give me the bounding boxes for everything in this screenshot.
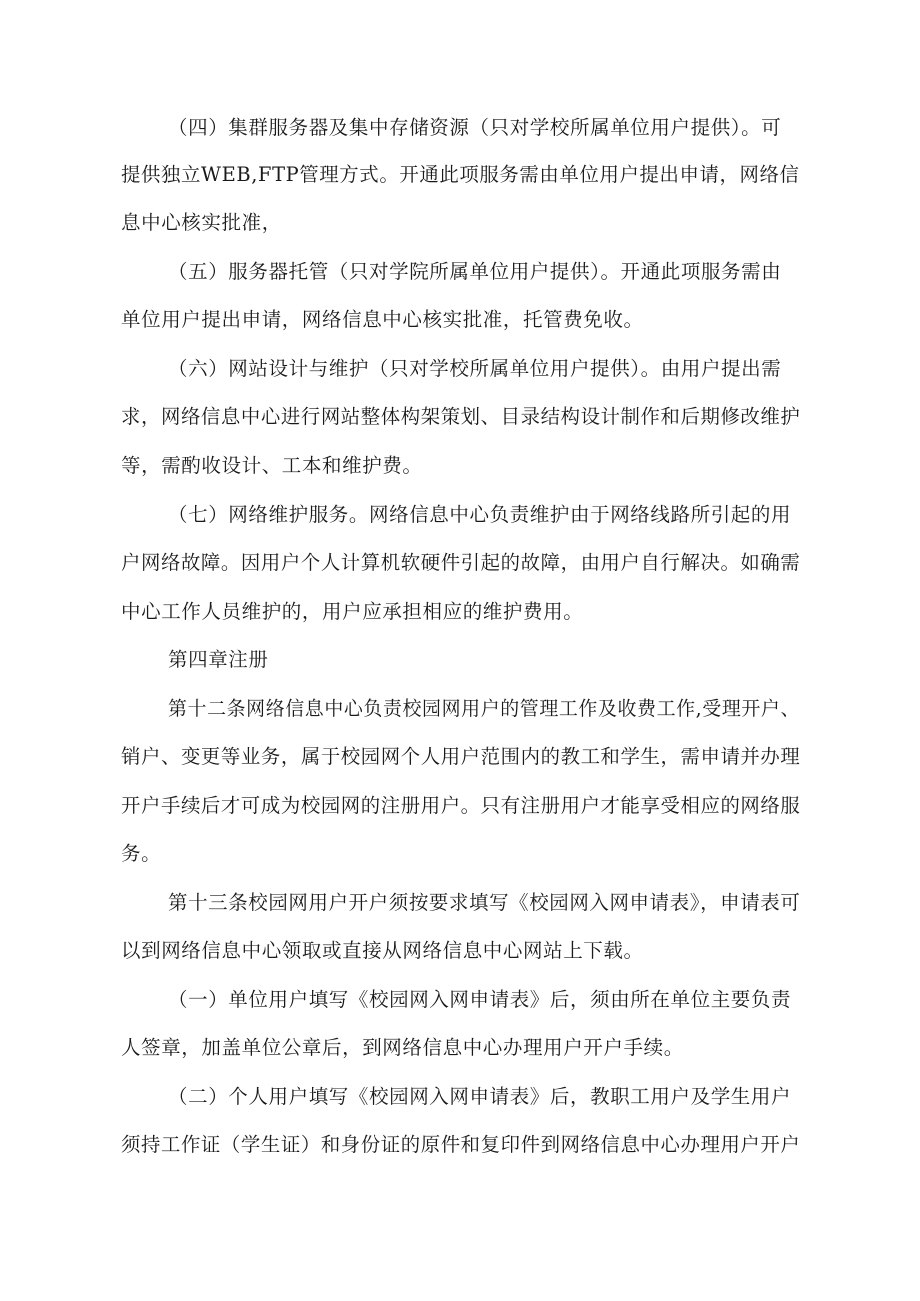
text-line: （二）个人用户填写《校园网入网申请表》后，教职工用户及学生用户: [168, 1085, 792, 1108]
text-line: 户网络故障。因用户个人计算机软硬件引起的故障，由用户自行解决。如确需: [121, 551, 801, 574]
text-line: 开户手续后才可成为校园网的注册用户。只有注册用户才能享受相应的网络服: [121, 794, 801, 817]
text-line: 以到网络信息中心领取或直接从网络信息中心网站上下载。: [121, 939, 644, 962]
text-line: 提供独立WEB,FTP管理方式。开通此项服务需由单位用户提出申请，网络信: [121, 163, 800, 186]
text-line: 须持工作证（学生证）和身份证的原件和复印件到网络信息中心办理用户开户: [121, 1133, 801, 1156]
text-line: （一）单位用户填写《校园网入网申请表》后，须由所在单位主要负责: [168, 988, 792, 1011]
text-line: 中心工作人员维护的，用户应承担相应的维护费用。: [121, 600, 584, 623]
text-line: 单位用户提出申请，网络信息中心核实批准，托管费免收。: [121, 308, 644, 331]
text-line: 第十二条网络信息中心负责校园网用户的管理工作及收费工作,受理开户、: [168, 697, 800, 720]
text-line: 第十三条校园网用户开户须按要求填写《校园网入网申请表》，申请表可: [168, 891, 801, 914]
text-line: 人签章，加盖单位公章后，到网络信息中心办理用户开户手续。: [121, 1036, 684, 1059]
text-line: 息中心核实批准，: [121, 211, 282, 234]
text-line: 求，网络信息中心进行网站整体构架策划、目录结构设计制作和后期修改维护: [121, 405, 801, 428]
text-line: 销户、变更等业务，属于校园网个人用户范围内的教工和学生，需申请并办理: [121, 745, 801, 768]
text-line: （六）网站设计与维护（只对学校所属单位用户提供）。由用户提出需: [168, 357, 782, 380]
text-line: （五）服务器托管（只对学院所属单位用户提供）。开通此项服务需由: [168, 260, 782, 283]
text-line: （四）集群服务器及集中存储资源（只对学校所属单位用户提供）。可: [168, 116, 782, 139]
text-line: 务。: [121, 842, 162, 865]
chapter-heading: 第四章注册: [168, 648, 269, 671]
text-line: 等，需酌收设计、工本和维护费。: [121, 454, 423, 477]
text-line: （七）网络维护服务。网络信息中心负责维护由于网络线路所引起的用: [168, 503, 792, 526]
